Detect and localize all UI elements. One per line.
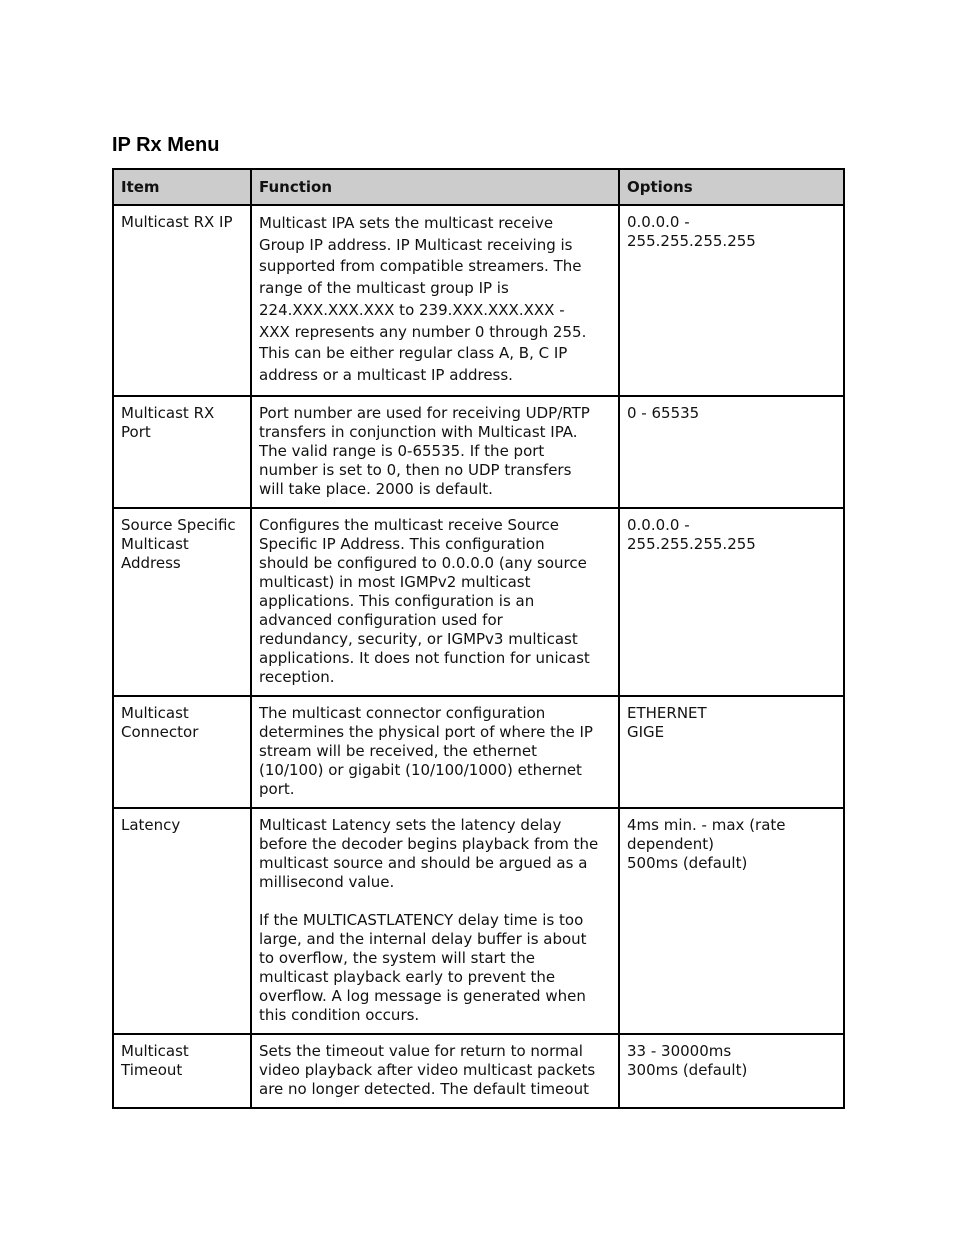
function-text-line: The valid range is 0-65535. If the port [259,441,545,460]
function-text-line: The multicast connector configuration [259,703,546,722]
function-paragraph [259,816,612,892]
function-text-line: reception. [259,667,335,686]
cell-item [113,396,251,508]
header-item: Item [113,169,251,205]
function-text-line: Sets the timeout value for return to normal [259,1041,583,1060]
table-header-row [113,169,844,205]
function-text-line: number is set to 0, then no UDP transfers [259,460,572,479]
cell-item [113,1034,251,1108]
function-paragraph [259,516,612,687]
function-text-line: This can be either regular class A, B, C IP [259,344,568,363]
options-text-line: 500ms (default) [627,853,748,872]
function-text-line: (10/100) or gigabit (10/100/1000) ethernet [259,760,582,779]
function-text-line: address or a multicast IP address. [259,365,513,384]
item-text-line: Multicast [121,534,189,553]
options-text-line: 0.0.0.0 - [627,515,690,534]
function-text-line: applications. This configuration is an [259,591,535,610]
cell-function [251,808,619,1034]
cell-item [113,205,251,396]
function-text-line: Multicast IPA sets the multicast receive [259,214,554,232]
function-text-line: determines the physical port of where the IP [259,722,593,741]
function-text-line: Multicast Latency sets the latency delay [259,815,562,834]
function-text-line: XXX represents any number 0 through 255. [259,322,587,341]
function-text-line: Port number are used for receiving UDP/RTP [259,403,590,422]
function-text-line: multicast source and should be argued as a [259,853,588,872]
function-text-line: are no longer detected. The default timeout [259,1079,589,1098]
cell-item [113,696,251,808]
options-text-line: 0 - 65535 [627,403,700,422]
options-text-line: 33 - 30000ms [627,1041,732,1060]
function-text-line: If the MULTICASTLATENCY delay time is too [259,910,584,929]
function-text-line: will take place. 2000 is default. [259,479,493,498]
options-text-line: 300ms (default) [627,1060,748,1079]
ip-rx-menu-table [112,168,845,1109]
header-function: Function [251,169,619,205]
item-text-line: Source Specific [121,515,236,534]
cell-item [113,808,251,1034]
function-text-line: Group IP address. IP Multicast receiving is [259,235,573,254]
function-text-line: advanced configuration used for [259,610,503,629]
cell-options [619,808,844,1034]
cell-options [619,1034,844,1108]
cell-options [619,696,844,808]
item-text-line: Port [121,422,151,441]
function-text-line: multicast) in most IGMPv2 multicast [259,572,531,591]
options-text-line: dependent) [627,834,714,853]
function-text-line: supported from compatible streamers. The [259,257,582,276]
item-text-line: Latency [121,815,181,834]
item-text-line: Multicast RX IP [121,213,233,231]
function-paragraph [259,1042,612,1099]
header-options: Options [619,169,844,205]
function-text-line: video playback after video multicast packets [259,1060,596,1079]
function-paragraph [259,704,612,799]
table-row [113,1034,844,1108]
item-text-line: Multicast RX [121,403,215,422]
options-text-line: GIGE [627,722,665,741]
function-text-line: overflow. A log message is generated when [259,986,586,1005]
function-text-line: port. [259,779,295,798]
cell-function [251,696,619,808]
table-row [113,205,844,396]
function-text-line: multicast playback early to prevent the [259,967,556,986]
function-text-line: Specific IP Address. This configuration [259,534,545,553]
item-text-line: Multicast [121,703,189,722]
function-paragraph [259,213,612,387]
function-text-line: should be configured to 0.0.0.0 (any source [259,553,587,572]
function-text-line: range of the multicast group IP is [259,279,509,298]
options-text-line: 255.255.255.255 [627,534,756,553]
item-text-line: Multicast [121,1041,189,1060]
function-text-line: 224.XXX.XXX.XXX to 239.XXX.XXX.XXX - [259,300,565,319]
table-body [113,205,844,1108]
function-text-line: before the decoder begins playback from the [259,834,599,853]
table-row [113,696,844,808]
options-text-line: 255.255.255.255 [627,232,756,250]
cell-function [251,396,619,508]
options-text-line: 4ms min. - max (rate [627,815,786,834]
table-row [113,508,844,696]
function-text-line: transfers in conjunction with Multicast IPA. [259,422,578,441]
cell-item [113,508,251,696]
function-text-line: applications. It does not function for unicast [259,648,590,667]
item-text-line: Address [121,553,181,572]
cell-function [251,205,619,396]
options-text-line: 0.0.0.0 - [627,213,690,231]
function-text-line: redundancy, security, or IGMPv3 multicast [259,629,578,648]
function-paragraph [259,911,612,1025]
cell-options [619,205,844,396]
function-text-line: this condition occurs. [259,1005,420,1024]
function-text-line: large, and the internal delay buffer is about [259,929,587,948]
cell-function [251,1034,619,1108]
item-text-line: Timeout [121,1060,183,1079]
page-title: IP Rx Menu [112,134,220,156]
table-row [113,808,844,1034]
table-row [113,396,844,508]
function-paragraph [259,404,612,499]
cell-options [619,508,844,696]
options-text-line: ETHERNET [627,703,707,722]
cell-options [619,396,844,508]
function-text-line: stream will be received, the ethernet [259,741,538,760]
item-text-line: Connector [121,722,199,741]
function-text-line: to overflow, the system will start the [259,948,535,967]
cell-function [251,508,619,696]
function-text-line: Configures the multicast receive Source [259,515,560,534]
function-text-line: millisecond value. [259,872,395,891]
